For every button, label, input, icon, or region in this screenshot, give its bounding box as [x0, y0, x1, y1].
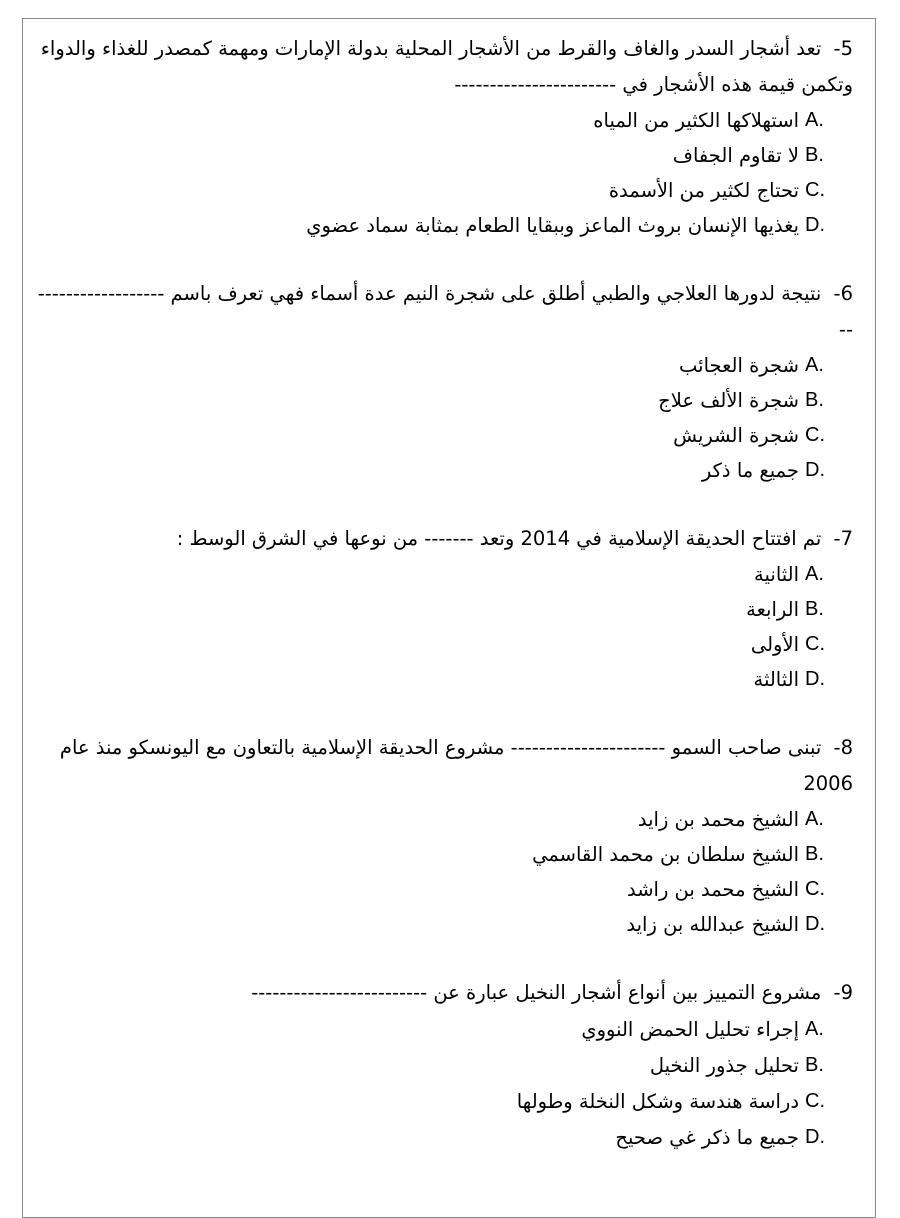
question-text: تبنى صاحب السمو ---------------------- مشروع الحديقة الإسلامية بالتعاون مع اليونسكو منذ عام 2006 [59, 736, 853, 795]
option-d [37, 1119, 853, 1155]
option-c [37, 173, 853, 208]
option-letter: B. [805, 1053, 824, 1076]
option-letter: D. [805, 668, 825, 690]
question-stem [37, 31, 853, 103]
question-list [23, 31, 875, 1155]
option-letter: D. [805, 913, 825, 935]
option-text: الرابعة [746, 598, 799, 621]
option-letter: C. [805, 424, 825, 446]
question-number: 6- [833, 282, 853, 305]
option-b [37, 138, 853, 173]
option-letter: D. [805, 459, 825, 481]
option-text: الشيخ محمد بن راشد [626, 878, 799, 901]
option-text: الثانية [754, 563, 799, 586]
question-number: 8- [833, 736, 853, 759]
option-text: الشيخ سلطان بن محمد القاسمي [532, 843, 799, 866]
option-text: الشيخ عبدالله بن زايد [626, 913, 799, 936]
option-c [37, 627, 853, 662]
question-text: مشروع التمييز بين أنواع أشجار النخيل عبارة عن ------------------------- [251, 981, 822, 1004]
question-9 [37, 975, 853, 1155]
question-number: 7- [833, 527, 853, 550]
option-text: تحليل جذور النخيل [649, 1053, 799, 1077]
option-text: جميع ما ذكر [701, 459, 799, 482]
options-list [37, 103, 853, 243]
option-c [37, 418, 853, 453]
option-letter: A. [805, 563, 824, 585]
option-text: جميع ما ذكر غي صحيح [615, 1125, 799, 1149]
question-6 [37, 276, 853, 488]
options-list [37, 802, 853, 942]
options-list [37, 557, 853, 697]
option-text: شجرة العجائب [679, 354, 799, 377]
option-a [37, 802, 853, 837]
option-letter: C. [805, 633, 825, 655]
option-text: شجرة الألف علاج [658, 389, 799, 412]
document-page [22, 18, 876, 1218]
option-text: شجرة الشريش [673, 424, 799, 447]
option-b [37, 383, 853, 418]
option-letter: A. [805, 109, 824, 131]
option-letter: B. [805, 144, 824, 166]
option-c [37, 1083, 853, 1119]
option-a [37, 1011, 853, 1047]
question-number: 5- [833, 37, 853, 60]
question-stem [37, 975, 853, 1011]
option-d [37, 907, 853, 942]
option-letter: A. [805, 354, 824, 376]
option-b [37, 1047, 853, 1083]
options-list [37, 348, 853, 488]
option-letter: C. [805, 1089, 825, 1112]
question-7 [37, 521, 853, 697]
question-stem [37, 730, 853, 802]
question-stem [37, 276, 853, 348]
option-text: استهلاكها الكثير من المياه [593, 109, 799, 132]
question-text: تم افتتاح الحديقة الإسلامية في 2014 وتعد ------- من نوعها في الشرق الوسط : [176, 527, 822, 550]
option-text: تحتاج لكثير من الأسمدة [608, 179, 799, 202]
option-letter: B. [805, 843, 824, 865]
question-number: 9- [833, 981, 853, 1004]
option-letter: B. [805, 389, 824, 411]
option-b [37, 592, 853, 627]
question-text: تعد أشجار السدر والغاف والقرط من الأشجار المحلية بدولة الإمارات ومهمة كمصدر للغذاء والدواء وتكمن قيمة هذه الأشجار في ----------------------- [40, 37, 853, 96]
question-5 [37, 31, 853, 243]
option-d [37, 662, 853, 697]
option-text: الأولى [750, 633, 799, 656]
option-letter: B. [805, 598, 824, 620]
option-letter: D. [805, 214, 825, 236]
option-d [37, 208, 853, 243]
option-letter: D. [805, 1125, 825, 1148]
option-b [37, 837, 853, 872]
option-text: إجراء تحليل الحمض النووي [581, 1017, 799, 1041]
option-a [37, 348, 853, 383]
option-c [37, 872, 853, 907]
question-stem [37, 521, 853, 557]
option-d [37, 453, 853, 488]
option-letter: C. [805, 179, 825, 201]
option-a [37, 103, 853, 138]
options-list [37, 1011, 853, 1155]
option-text: الثالثة [753, 668, 799, 691]
option-letter: A. [805, 1017, 824, 1040]
option-text: يغذيها الإنسان بروث الماعز وببقايا الطعام بمثابة سماد عضوي [306, 214, 799, 237]
option-text: لا تقاوم الجفاف [672, 144, 799, 167]
question-8 [37, 730, 853, 942]
option-text: الشيخ محمد بن زايد [637, 808, 799, 831]
option-letter: A. [805, 808, 824, 830]
question-text: نتيجة لدورها العلاجي والطبي أطلق على شجرة النيم عدة أسماء فهي تعرف باسم -------------------- [37, 282, 853, 341]
option-text: دراسة هندسة وشكل النخلة وطولها [516, 1089, 799, 1113]
option-letter: C. [805, 878, 825, 900]
option-a [37, 557, 853, 592]
